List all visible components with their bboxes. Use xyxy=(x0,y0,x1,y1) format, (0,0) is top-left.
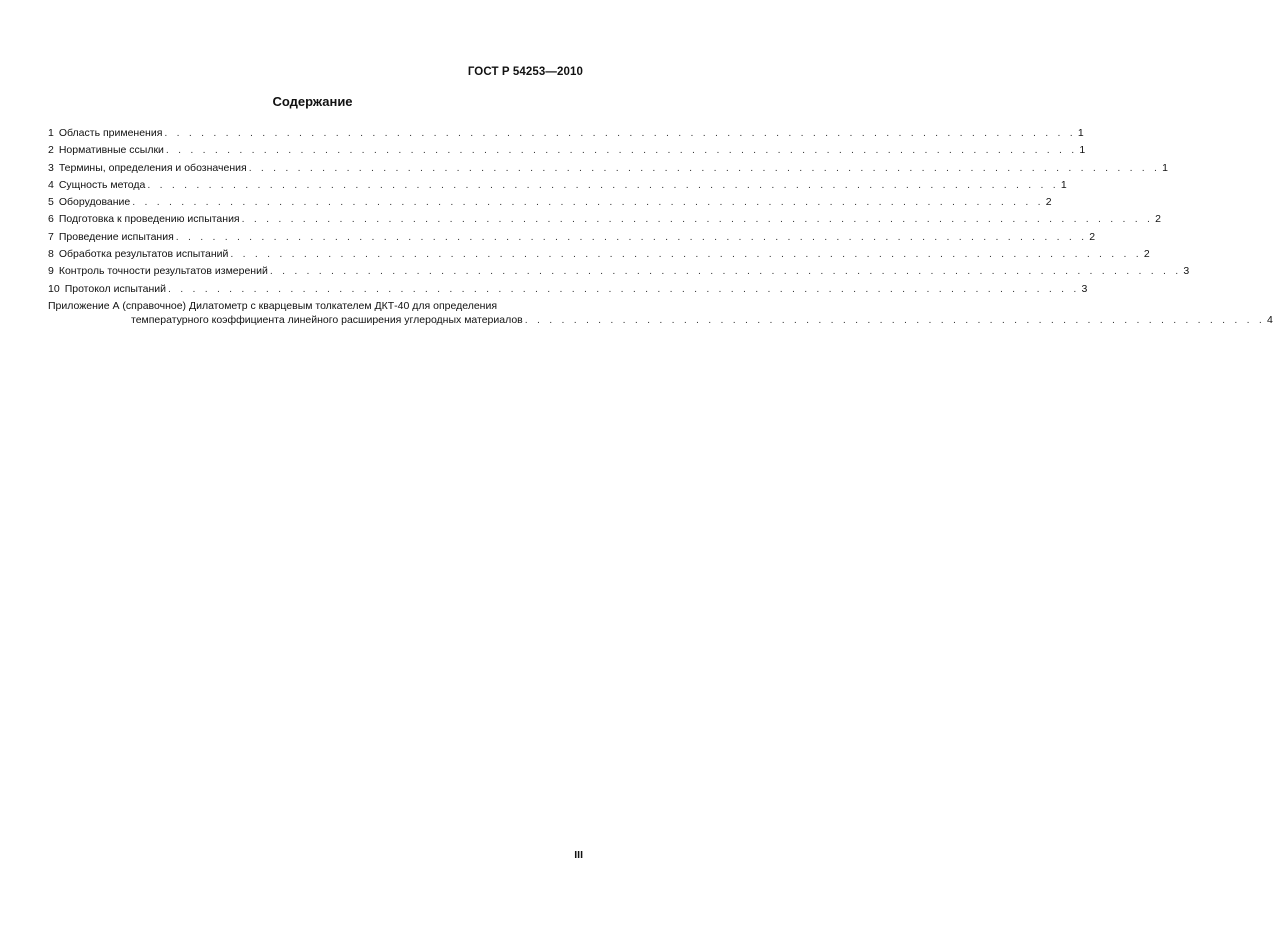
toc-item[interactable] xyxy=(48,177,1067,194)
toc-item[interactable] xyxy=(48,125,1084,142)
toc-leader-dots: . . . . . . . . . . . . . . . . . . . . . . . . . . . . . . . . . . . . . . . . . . . . . . . . . . . . . . . . . . . . . . . . . . . . . . . . . . . xyxy=(164,127,1076,139)
toc-item[interactable] xyxy=(48,160,1168,177)
document-code: ГОСТ Р 54253—2010 xyxy=(467,66,583,78)
toc-item-number: 3 xyxy=(48,161,54,174)
toc-leader-dots: . . . . . . . . . . . . . . . . . . . . . . . . . . . . . . . . . . . . . . . . . . . . . . . . . . . . . . . . . . . . . . . . . . . . . . . . . . . xyxy=(175,230,1088,243)
toc-item[interactable] xyxy=(48,246,1150,263)
toc-item-page: 2 xyxy=(1089,230,1096,243)
table-of-contents xyxy=(48,125,1273,327)
toc-leader-dots: . . . . . . . . . . . . . . . . . . . . . . . . . . . . . . . . . . . . . . . . . . . . . . . . . . . . . . . . . . . . . . . . . . . . . . . . . . . xyxy=(248,161,1161,174)
toc-leader-dots: . . . . . . . . . . . . . . . . . . . . . . . . . . . . . . . . . . . . . . . . . . . . . . . . . . . . . . . . . . . . . . . . . . . . . . . . . . . xyxy=(241,213,1154,226)
toc-leader-dots: . . . . . . . . . . . . . . . . . . . . . . . . . . . . . . . . . . . . . . . . . . . . . . . . . . . . . . . . . . . . . . . . . . . . . . . . . . . xyxy=(230,248,1142,261)
toc-item-page: 3 xyxy=(1183,265,1190,278)
toc-item-number: 4 xyxy=(48,178,54,191)
toc-item-page: 1 xyxy=(1162,161,1168,174)
toc-item-title: Контроль точности результатов измерений xyxy=(58,265,268,278)
toc-item[interactable] xyxy=(48,211,1161,228)
toc-item-page: 3 xyxy=(1081,282,1088,295)
toc-item[interactable] xyxy=(48,281,1088,298)
annex-title-line1: Приложение А (справочное) Дилатометр с кварцевым толкателем ДКТ-40 для определения xyxy=(48,299,498,312)
toc-leader-dots: . . . . . . . . . . . . . . . . . . . . . . . . . . . . . . . . . . . . . . . . . . . . . . . . . . . . . . . . . . . . . . . . . . . . . . . . . . . xyxy=(132,196,1044,209)
toc-leader-dots: . . . . . . . . . . . . . . . . . . . . . . . . . . . . . . . . . . . . . . . . . . . . . . . . . . . . . . . . . . . . . xyxy=(524,313,1265,326)
toc-leader-dots: . . . . . . . . . . . . . . . . . . . . . . . . . . . . . . . . . . . . . . . . . . . . . . . . . . . . . . . . . . . . . . . . . . . . . . . . . . . xyxy=(147,178,1059,191)
toc-item-title: Протокол испытаний xyxy=(64,282,166,295)
toc-leader-dots: . . . . . . . . . . . . . . . . . . . . . . . . . . . . . . . . . . . . . . . . . . . . . . . . . . . . . . . . . . . . . . . . . . . . . . . . . . . xyxy=(269,265,1182,278)
toc-item-title: Подготовка к проведению испытания xyxy=(58,213,240,226)
toc-item[interactable] xyxy=(48,263,1190,280)
toc-item-title: Оборудование xyxy=(58,196,131,209)
toc-item-page: 1 xyxy=(1079,144,1086,157)
annex-page-number: 4 xyxy=(1266,313,1273,326)
toc-item-page: 1 xyxy=(1060,178,1067,191)
toc-item[interactable] xyxy=(48,142,1086,159)
toc-item-page: 2 xyxy=(1143,248,1150,261)
toc-item-number: 9 xyxy=(48,265,54,278)
toc-item-page: 1 xyxy=(1077,127,1084,139)
toc-item-title: Сущность метода xyxy=(58,178,146,191)
toc-item-title: Термины, определения и обозначения xyxy=(58,161,247,174)
annex-title-line2-row xyxy=(48,313,1273,327)
toc-item-number: 2 xyxy=(48,144,54,157)
toc-item-number: 6 xyxy=(48,213,54,226)
toc-item-title: Обработка результатов испытаний xyxy=(58,248,229,261)
toc-item-title: Область применения xyxy=(58,127,163,139)
toc-item-page: 2 xyxy=(1045,196,1052,209)
page-number: III xyxy=(574,849,583,861)
toc-item-number: 5 xyxy=(48,196,54,209)
toc-item-number: 7 xyxy=(48,230,54,243)
toc-leader-dots: . . . . . . . . . . . . . . . . . . . . . . . . . . . . . . . . . . . . . . . . . . . . . . . . . . . . . . . . . . . . . . . . . . . . . . . . . . . xyxy=(165,144,1078,157)
toc-item-number: 1 xyxy=(48,127,54,139)
toc-items xyxy=(48,125,1190,298)
annex-title-line2: температурного коэффициента линейного расширения углеродных материалов xyxy=(131,313,523,326)
toc-item[interactable] xyxy=(48,194,1052,211)
toc-item-number: 8 xyxy=(48,248,54,261)
toc-item-number: 10 xyxy=(48,282,60,295)
toc-item-title: Проведение испытания xyxy=(58,230,174,243)
toc-item[interactable] xyxy=(48,229,1096,246)
toc-annex-entry[interactable] xyxy=(48,299,1273,327)
toc-title: Содержание xyxy=(272,94,353,109)
toc-item-page: 2 xyxy=(1155,213,1161,226)
toc-leader-dots: . . . . . . . . . . . . . . . . . . . . . . . . . . . . . . . . . . . . . . . . . . . . . . . . . . . . . . . . . . . . . . . . . . . . . . . . . . . xyxy=(168,282,1080,295)
toc-item-title: Нормативные ссылки xyxy=(58,144,164,157)
